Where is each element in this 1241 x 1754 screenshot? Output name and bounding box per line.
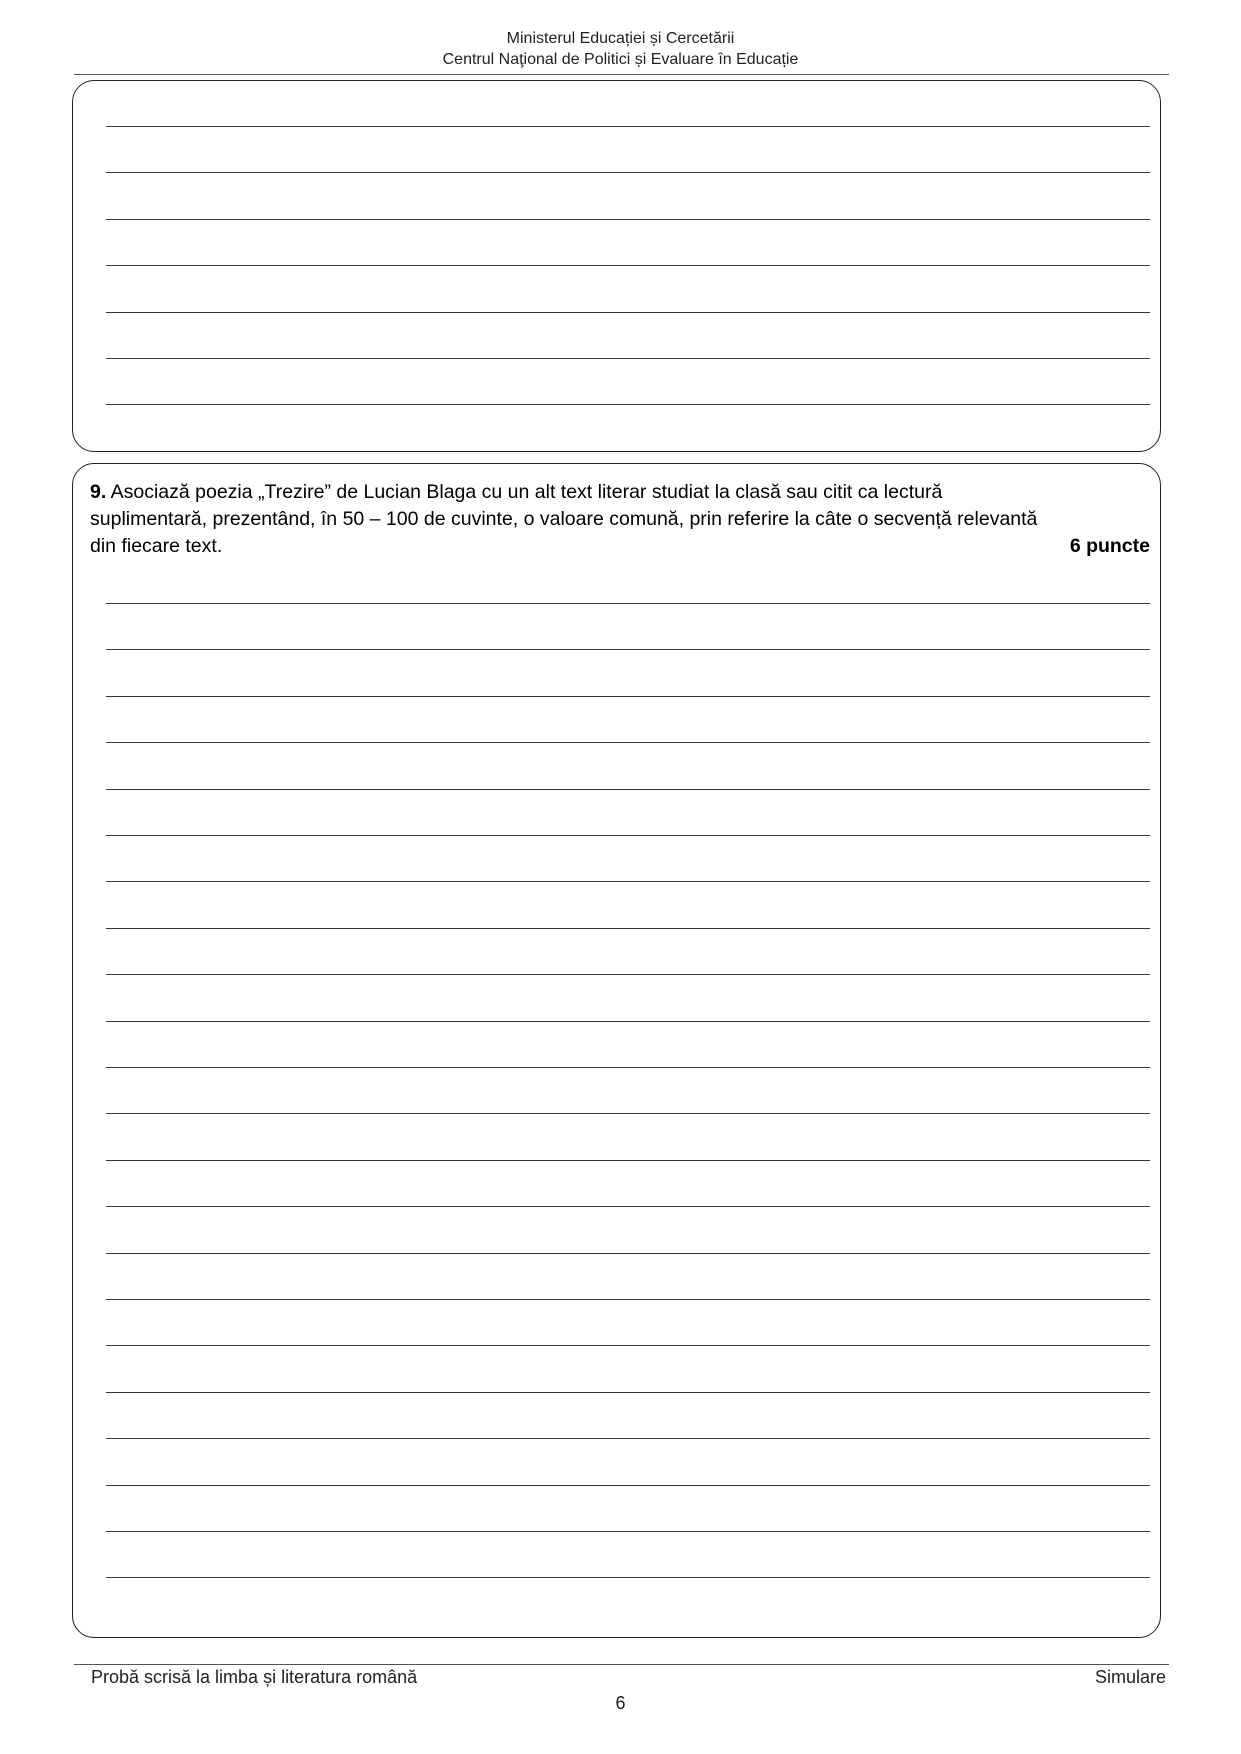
writing-line[interactable]: [106, 742, 1150, 743]
header-divider: [74, 74, 1169, 75]
writing-line[interactable]: [106, 1160, 1150, 1161]
question-points: 6 puncte: [1069, 535, 1150, 557]
writing-line[interactable]: [106, 358, 1150, 359]
writing-line[interactable]: [106, 312, 1150, 313]
page-header: [0, 28, 1241, 70]
writing-line[interactable]: [106, 265, 1150, 266]
question-text-3: din fiecare text.: [90, 535, 223, 557]
writing-line[interactable]: [106, 974, 1150, 975]
writing-line[interactable]: [106, 1438, 1150, 1439]
header-center: Centrul Naţional de Politici și Evaluare în Educație: [442, 51, 799, 68]
header-ministry: Ministerul Educației și Cercetării: [506, 30, 735, 47]
writing-line[interactable]: [106, 1021, 1150, 1022]
writing-line[interactable]: [106, 649, 1150, 650]
question-9: [90, 479, 1150, 560]
question-line-3: [90, 533, 1150, 560]
writing-line[interactable]: [106, 1531, 1150, 1532]
writing-line[interactable]: [106, 696, 1150, 697]
footer-exam-type: Simulare: [1094, 1667, 1166, 1687]
question-9-box: [72, 463, 1161, 1638]
question-line-2: suplimentară, prezentând, în 50 – 100 de cuvinte, o valoare comună, prin referire la câte o secvență relevantă: [90, 508, 1038, 530]
writing-line[interactable]: [106, 404, 1150, 405]
writing-line[interactable]: [106, 172, 1150, 173]
writing-line[interactable]: [106, 1067, 1150, 1068]
writing-line[interactable]: [106, 1392, 1150, 1393]
question-number: 9.: [90, 481, 107, 503]
writing-line[interactable]: [106, 1485, 1150, 1486]
writing-line[interactable]: [106, 1113, 1150, 1114]
writing-line[interactable]: [106, 1299, 1150, 1300]
writing-line[interactable]: [106, 881, 1150, 882]
writing-line[interactable]: [106, 789, 1150, 790]
page-number: 6: [615, 1693, 626, 1713]
footer-exam-title: Probă scrisă la limba și literatura română: [91, 1667, 418, 1687]
question-line-1: [90, 479, 1150, 506]
footer-divider: [74, 1664, 1169, 1665]
writing-line[interactable]: [106, 1577, 1150, 1578]
question-text-1: Asociază poezia „Trezire” de Lucian Blaga cu un alt text literar studiat la clasă sau citit ca lectură: [110, 481, 943, 503]
writing-line[interactable]: [106, 219, 1150, 220]
writing-line[interactable]: [106, 928, 1150, 929]
writing-line[interactable]: [106, 1253, 1150, 1254]
writing-line[interactable]: [106, 126, 1150, 127]
writing-line[interactable]: [106, 835, 1150, 836]
writing-line[interactable]: [106, 603, 1150, 604]
writing-line[interactable]: [106, 1345, 1150, 1346]
writing-line[interactable]: [106, 1206, 1150, 1207]
